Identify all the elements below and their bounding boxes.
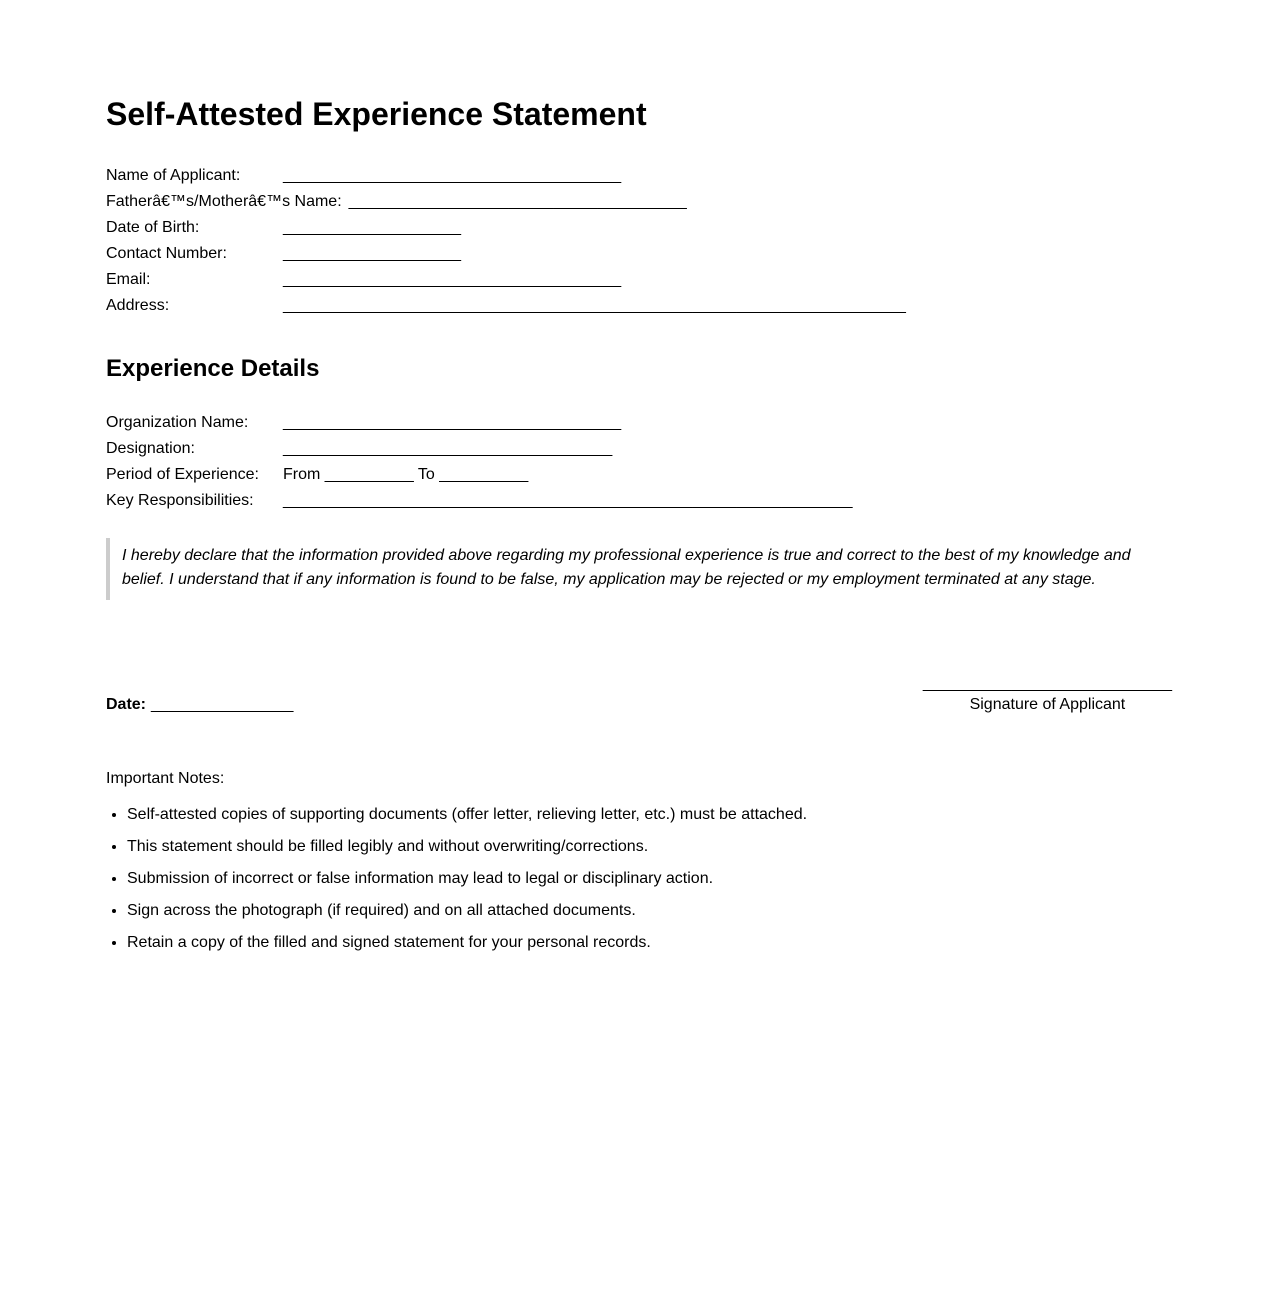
note-item: • Sign across the photograph (if required) and on all attached documents. [127, 898, 1172, 924]
field-label: Name of Applicant: [106, 166, 241, 184]
field-row-date-of-birth [106, 215, 1172, 241]
field-row-contact-number [106, 241, 1172, 267]
field-blank-line: _____________________________________ [283, 439, 613, 457]
experience-fields-section [106, 410, 1172, 514]
signoff-row [106, 676, 1172, 718]
date-blank-line: ________________ [151, 695, 294, 713]
note-item: • Retain a copy of the filled and signed statement for your personal records. [127, 930, 1172, 956]
date-label: Date: [106, 695, 147, 713]
field-blank-line: ______________________________________ [283, 270, 622, 288]
field-label: Email: [106, 270, 151, 288]
experience-details-heading: Experience Details [106, 354, 320, 382]
field-blank-line: ______________________________________ [283, 413, 622, 431]
field-row-email [106, 267, 1172, 293]
signature-caption: Signature of Applicant [969, 695, 1126, 713]
date-line [106, 692, 293, 718]
field-row-father-mother-name [106, 189, 1172, 215]
applicant-fields-section [106, 163, 1172, 319]
field-blank-line: ________________________________________________________________ [283, 491, 853, 509]
note-item: • Submission of incorrect or false information may lead to legal or disciplinary action. [127, 866, 1172, 892]
field-label: Date of Birth: [106, 218, 200, 236]
field-label: Period of Experience: [106, 465, 259, 483]
note-item: • Self-attested copies of supporting documents (offer letter, relieving letter, etc.) must be attached. [127, 802, 1172, 828]
field-row-organization-name [106, 410, 1172, 436]
important-notes-list [106, 802, 1172, 956]
field-label: Designation: [106, 439, 195, 457]
field-row-key-responsibilities [106, 488, 1172, 514]
declaration-blockquote: I hereby declare that the information provided above regarding my professional experience is true and correct to the best of my knowledge and belief. I understand that if any information is found to be false, my application may be rejected or my employment terminated at any stage. [106, 538, 1172, 600]
field-blank-line: ______________________________________ [348, 192, 687, 210]
field-row-address [106, 293, 1172, 319]
field-blank-line: ____________________ [283, 218, 461, 236]
field-label: Fatherâ€™s/Motherâ€™s Name: [106, 192, 342, 210]
field-label: Address: [106, 296, 170, 314]
field-blank-line: ______________________________________ [283, 166, 622, 184]
page-title: Self-Attested Experience Statement [106, 96, 647, 132]
field-from-to-blanks: From __________ To __________ [283, 465, 529, 483]
field-label: Organization Name: [106, 413, 249, 431]
field-blank-line: ____________________ [283, 244, 461, 262]
field-label: Key Responsibilities: [106, 491, 254, 509]
signature-line: ____________________________ [922, 674, 1172, 692]
field-label: Contact Number: [106, 244, 227, 262]
note-item: • This statement should be filled legibly and without overwriting/corrections. [127, 834, 1172, 860]
field-row-designation [106, 436, 1172, 462]
important-notes-heading: Important Notes: [106, 769, 225, 787]
field-row-name-of-applicant [106, 163, 1172, 189]
field-blank-line: ______________________________________________________________________ [283, 296, 906, 314]
field-row-period-of-experience [106, 462, 1172, 488]
signature-block [923, 676, 1172, 718]
